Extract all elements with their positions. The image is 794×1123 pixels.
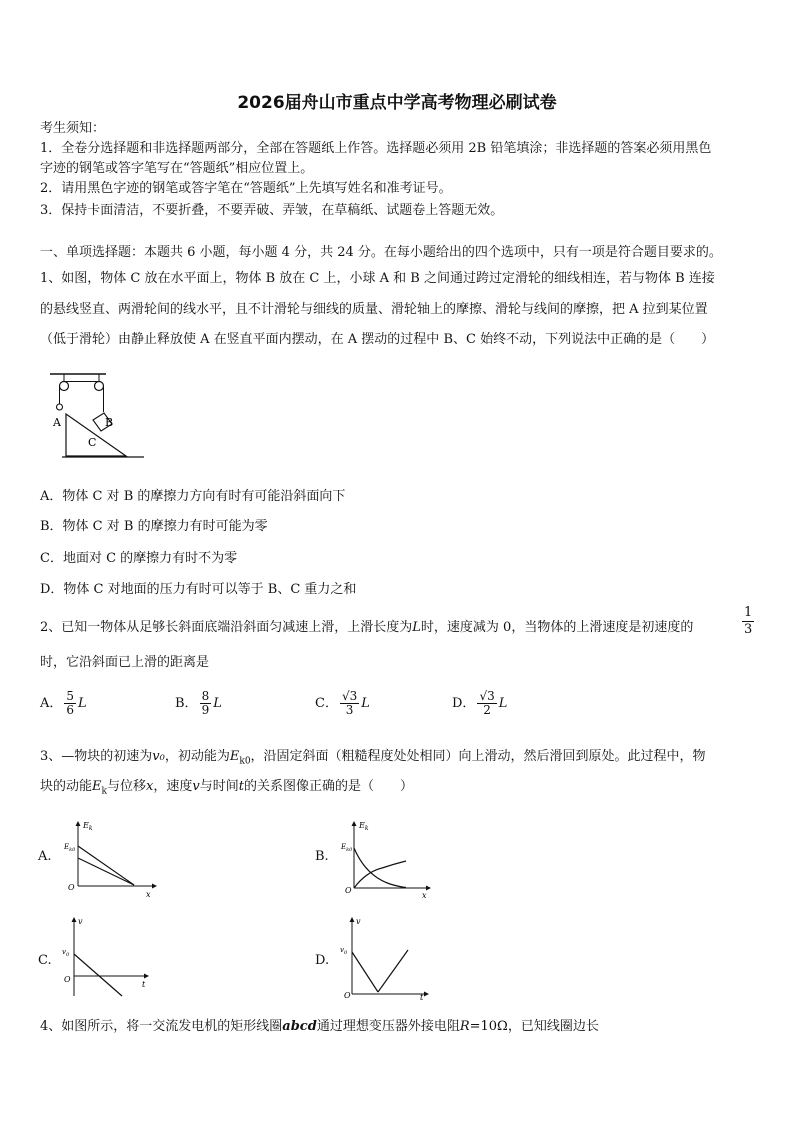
- origin-label: O: [345, 886, 352, 895]
- velocity-line: [378, 950, 408, 992]
- q3-text: ，沿固定斜面（粗糙程度处处相同）向上滑动，然后滑回到原处。此过程中，物: [250, 749, 706, 764]
- pulley-right: [95, 382, 104, 391]
- q2-frac-num: 1: [744, 605, 753, 620]
- q2-text-b: 时，速度减为 0，当物体的上滑速度是初速度的: [420, 620, 694, 635]
- q1-option-a: A．物体 C 对 B 的摩擦力方向有时有可能沿斜面向下: [40, 489, 346, 504]
- q2-option-num: 8: [201, 689, 210, 703]
- q3-var-ek-sub: k: [101, 786, 107, 797]
- q2-option-b: [175, 690, 222, 717]
- label-c: C: [88, 436, 97, 449]
- q3-option-c-label: C.: [38, 953, 52, 968]
- q1-stem-line-3: （低于滑轮）由静止释放使 A 在竖直平面内摆动，在 A 摆动的过程中 B、C 始终不动，下列说法中正确的是（ ）: [40, 332, 715, 347]
- section-heading: 一、单项选择题：本题共 6 小题，每小题 4 分，共 24 分。在每小题给出的四个选项中，只有一项是符合题目要求的。: [40, 245, 722, 260]
- q2-option-var: L: [78, 696, 87, 711]
- q3-var-v0: v₀: [152, 749, 165, 764]
- curve-down: [354, 848, 406, 888]
- q4-stem-line-1: [40, 1018, 599, 1036]
- q4-text: 通过理想变压器外接电阻: [316, 1019, 460, 1034]
- q2-option-d: [452, 690, 507, 717]
- q2-option-label: C．: [315, 696, 338, 711]
- q3-var-x: x: [146, 779, 154, 794]
- origin-label: O: [344, 991, 351, 1000]
- q2-option-a: [40, 690, 87, 717]
- q2-option-num: √3: [341, 689, 358, 703]
- q3-graph-c: [58, 916, 158, 1000]
- q2-option-num: 5: [66, 689, 75, 703]
- q2-option-c: [315, 690, 370, 717]
- ek0-label: $E_{k0}$: [341, 843, 353, 853]
- q3-var-v: v: [192, 779, 200, 794]
- t-axis-label: t: [142, 980, 146, 989]
- q3-var-ek0-sub: k0: [239, 756, 251, 767]
- origin-label: O: [68, 883, 75, 892]
- ek0-label: $E_{k0}$: [64, 843, 76, 853]
- q2-text-a: 2、已知一物体从足够长斜面底端沿斜面匀减速上滑，上滑长度为: [40, 620, 413, 635]
- q2-option-den: 6: [66, 703, 75, 717]
- q3-text: 与时间: [199, 779, 239, 794]
- q3-text: 3、—物块的初速为: [40, 749, 153, 764]
- q2-option-label: A．: [40, 696, 63, 711]
- q3-option-a-label: A.: [38, 849, 52, 864]
- axis-ek-label: $E_k$: [359, 821, 369, 832]
- curve-line: [78, 858, 134, 885]
- q4-text: =10Ω，已知线圈边长: [469, 1019, 599, 1034]
- q2-stem-line-1: [40, 619, 693, 637]
- q1-pulley-figure: [44, 366, 154, 462]
- q3-text: 与位移: [106, 779, 146, 794]
- curve-line: [78, 846, 134, 885]
- label-a: A: [53, 416, 61, 429]
- pulley-left: [60, 382, 69, 391]
- q3-text: ，初动能为: [164, 749, 230, 764]
- velocity-line: [74, 954, 122, 996]
- q2-option-den: 3: [345, 703, 354, 717]
- q2-option-var: L: [498, 696, 508, 711]
- q3-graph-d: [338, 916, 438, 1000]
- velocity-line: [352, 952, 378, 992]
- q3-option-d-label: D.: [315, 953, 330, 968]
- q2-option-den: 9: [201, 703, 210, 717]
- q3-option-b-label: B.: [315, 849, 329, 864]
- q2-stem-line-2: 时，它沿斜面已上滑的距离是: [40, 655, 210, 670]
- q1-option-c: C．地面对 C 的摩擦力有时不为零: [40, 551, 238, 566]
- q3-var-ek: E: [92, 779, 102, 794]
- q3-graph-b: [338, 818, 438, 900]
- q1-stem-line-2: 的悬线竖直、两滑轮间的线水平，且不计滑轮与细线的质量、滑轮轴上的摩擦、滑轮与线间的摩擦，把 A 拉到某位置: [40, 302, 708, 317]
- curve-up: [354, 861, 406, 888]
- ball-a: [57, 404, 63, 410]
- q2-option-den: 2: [483, 703, 491, 717]
- x-axis-label: x: [422, 891, 427, 900]
- q3-var-ek0: E: [229, 749, 240, 764]
- label-b: B: [105, 416, 114, 429]
- q2-fraction: [740, 605, 756, 638]
- q1-option-b: B．物体 C 对 B 的摩擦力有时可能为零: [40, 519, 268, 534]
- v0-label: $v_0$: [62, 948, 70, 958]
- q4-var-abcd: abcd: [282, 1019, 317, 1034]
- notice-item-1: 1．全卷分选择题和非选择题两部分，全部在答题纸上作答。选择题必须用 2B 铅笔填涂；非选择题的答案必须用黑色: [40, 141, 712, 156]
- q4-var-r: R: [459, 1019, 470, 1034]
- notice-item-3: 3．保持卡面清洁，不要折叠，不要弄破、弄皱，在草稿纸、试题卷上答题无效。: [40, 203, 504, 218]
- wedge-c: [66, 414, 126, 456]
- x-axis-label: x: [146, 890, 151, 898]
- q3-text: ，速度: [153, 779, 193, 794]
- q3-graph-a: [62, 818, 162, 898]
- axis-ek-label: $E_k$: [83, 821, 93, 832]
- q2-option-var: L: [361, 696, 370, 711]
- v-axis-label: v: [356, 917, 361, 926]
- origin-label: O: [64, 975, 71, 984]
- q2-option-label: D．: [452, 696, 476, 711]
- q2-option-num: √3: [479, 689, 495, 703]
- q2-frac-den: 3: [744, 622, 753, 637]
- v-axis-label: v: [78, 917, 83, 926]
- q3-text: 的关系图像正确的是（ ）: [243, 779, 413, 794]
- q2-var-l: L: [412, 620, 421, 635]
- notice-item-2: 2．请用黑色字迹的钢笔或答字笔在“答题纸”上先填写姓名和准考证号。: [40, 181, 452, 196]
- notice-item-1-cont: 字迹的钢笔或答字笔写在“答题纸”相应位置上。: [40, 161, 314, 176]
- q3-stem-line-1: [40, 748, 706, 771]
- q4-text: 4、如图所示，将一交流发电机的矩形线圈: [40, 1019, 283, 1034]
- page-title: 2026届舟山市重点中学高考物理必刷试卷: [237, 93, 557, 113]
- t-axis-label: t: [420, 993, 424, 1000]
- q2-option-var: L: [213, 696, 222, 711]
- q3-stem-line-2: [40, 778, 413, 801]
- q1-stem-line-1: 1、如图，物体 C 放在水平面上，物体 B 放在 C 上，小球 A 和 B 之间通过跨过定滑轮的细线相连，若与物体 B 连接: [40, 271, 715, 286]
- notice-heading: 考生须知：: [40, 121, 106, 136]
- v0-label: $v_0$: [340, 946, 348, 956]
- q3-text: 块的动能: [40, 779, 93, 794]
- q1-option-d: D．物体 C 对地面的压力有时可以等于 B、C 重力之和: [40, 582, 357, 597]
- q2-option-label: B．: [175, 696, 198, 711]
- q3-var-t: t: [238, 779, 244, 794]
